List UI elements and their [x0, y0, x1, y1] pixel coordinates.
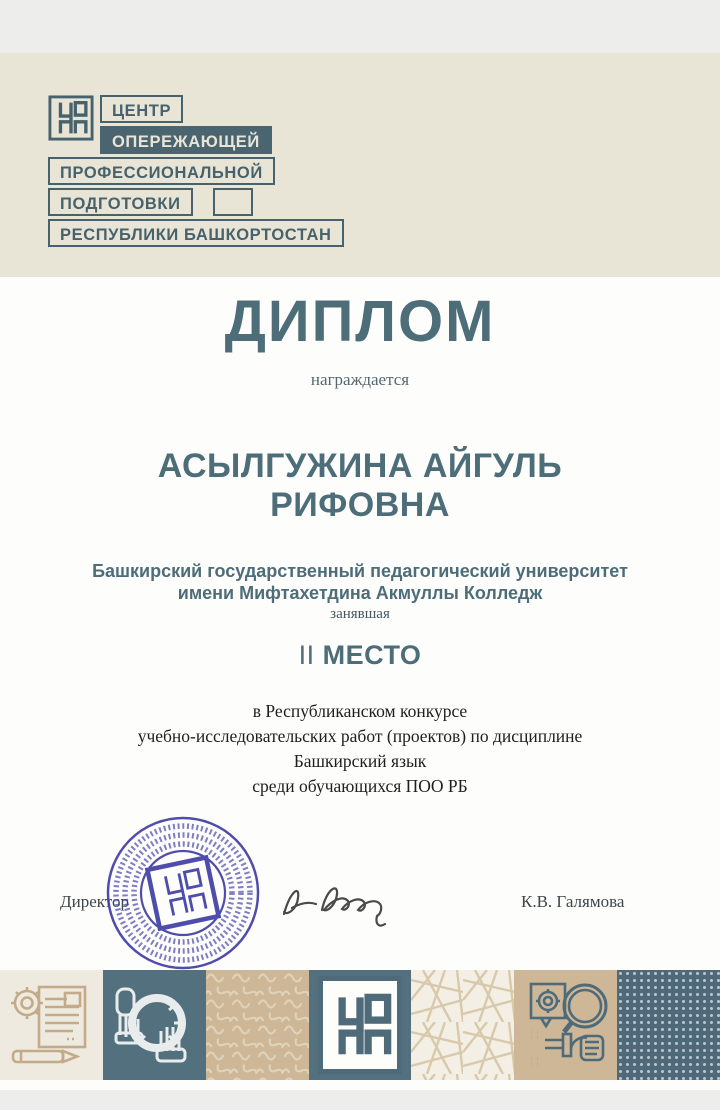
- contest-line-2: учебно-исследовательских работ (проектов) по дисциплине: [137, 726, 583, 746]
- logo-text-respubliki-bashkortostan: РЕСПУБЛИКИ БАШКОРТОСТАН: [48, 219, 344, 247]
- contest-line-1: в Республиканском конкурсе: [252, 701, 468, 721]
- contest-line-4: среди обучающихся ПОО РБ: [252, 776, 468, 796]
- signer-name: К.В. Галямова: [521, 892, 625, 911]
- award-caption: награждается: [310, 370, 410, 389]
- top-gray-strip: [0, 0, 720, 53]
- tile-crosshatch-pattern: [411, 970, 514, 1080]
- place-word: МЕСТО: [322, 640, 422, 670]
- contest-line-3: Башкирский язык: [293, 751, 427, 771]
- tsopp-grid-logo-icon: [48, 95, 94, 141]
- institution-line-1: Башкирский государственный педагогический университет: [92, 561, 628, 581]
- tile-tsopp-logo: [309, 970, 412, 1080]
- logo-text-professionalnoy: ПРОФЕССИОНАЛЬНОЙ: [48, 157, 275, 185]
- recipient-name: АСЫЛГУЖИНА АЙГУЛЬ РИФОВНА: [157, 447, 563, 524]
- header-banner: [0, 53, 720, 277]
- logo-text-centr: ЦЕНТР: [100, 95, 183, 123]
- logo-box-extension: [213, 188, 253, 216]
- place-numeral: II: [298, 640, 315, 670]
- bottom-gray-strip: [0, 1090, 720, 1110]
- squiggle-pattern: [206, 970, 309, 1080]
- hands-holding-ring-icon: [107, 977, 201, 1073]
- tile-research: [514, 970, 617, 1080]
- contest-description: [0, 699, 720, 799]
- tile-dots-pattern: [617, 970, 720, 1080]
- decorative-tile-strip: [0, 970, 720, 1080]
- tile-teamwork: [103, 970, 206, 1080]
- place-line: [0, 640, 720, 671]
- diploma-title: ДИПЛОМ: [224, 289, 496, 354]
- round-blue-seal-icon: [104, 814, 262, 972]
- institution-line-2: имени Мифтахетдина Акмуллы Колледж: [177, 583, 543, 603]
- logo-text-podgotovki: ПОДГОТОВКИ: [48, 188, 193, 216]
- research-magnifier-gear-icon: [519, 976, 613, 1074]
- crosshatch-pattern: [411, 970, 514, 1080]
- institution-name: [0, 560, 720, 604]
- tsopp-logo-icon: [321, 983, 399, 1067]
- document-gear-pencil-icon: [5, 977, 97, 1073]
- logo-text-operezhayushchey: ОПЕРЕЖАЮЩЕЙ: [100, 126, 272, 154]
- tile-squiggle-pattern: [206, 970, 309, 1080]
- achievement-caption: занявшая: [330, 606, 390, 622]
- director-label: Директор: [60, 892, 129, 911]
- handwritten-signature-icon: [276, 872, 406, 944]
- tile-document: [0, 970, 103, 1080]
